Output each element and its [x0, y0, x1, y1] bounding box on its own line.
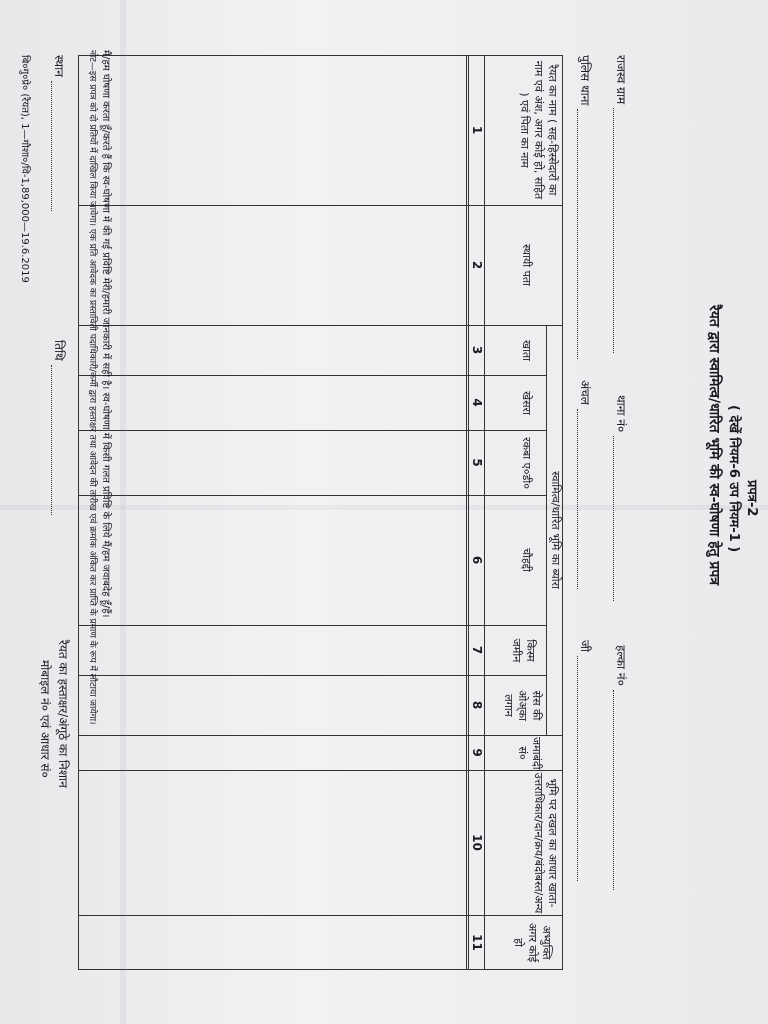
jila-field [577, 640, 594, 881]
date-blank[interactable] [51, 365, 52, 515]
land-table [78, 55, 563, 970]
header-khesra: खेसरा [520, 391, 533, 415]
date-field [51, 340, 68, 515]
anchal-field [577, 380, 594, 589]
col-number: 3 [470, 345, 484, 355]
thana-no-label: थाना नं० [614, 395, 628, 433]
header-khata: खाता [520, 340, 533, 361]
mobile-label: मोबाइल नं० एवं आधार सं० [38, 660, 52, 778]
place-field [51, 55, 68, 211]
header-permanent-address: स्थायी पता [520, 243, 533, 287]
col-number: 9 [470, 748, 484, 757]
police-station-label: पुलिस थाना [578, 55, 592, 106]
header-land-details: स्वामित्व/धारित भूमि का ब्योरा [549, 471, 562, 589]
col-number: 1 [470, 125, 484, 135]
col-number: 8 [470, 700, 484, 710]
police-station-field [577, 55, 594, 359]
header-jamabandi: जमाबंदी सं० [516, 737, 543, 770]
halka-no-label: हल्का नं० [614, 645, 628, 686]
header-raiyat-name: रैयत का नाम ( सह-हिस्सेदारों का नाम एवं अंश, अगर कोई हो, सहित ) एवं पिता का नाम [518, 60, 559, 200]
col-number: 7 [470, 645, 484, 655]
revenue-village-blank[interactable] [613, 108, 614, 353]
thana-no-field [613, 395, 630, 601]
form-heading: रैयत द्वारा स्वामित्व/धारित भूमि की स्व-घोषणा हेतु प्रपत्र [706, 305, 722, 586]
col-number: 4 [470, 398, 484, 407]
revenue-village-label: राजस्व ग्राम [614, 55, 628, 105]
halka-no-blank[interactable] [613, 690, 614, 890]
place-label: स्थान [52, 55, 66, 77]
revenue-village-field [613, 55, 630, 353]
header-dakhal-basis: भूमि पर दखल का आधार खाता-उत्तराधिकार/दान/क्रय/बंदोबस्त/अन्य [532, 772, 559, 914]
jila-label: जी [578, 640, 592, 653]
declaration-text: मैं/हम घोषणा करता हूँ/करते हैं कि स्व-घोषणा में की गई प्रविष्टि मेरी/हमारी जानकारी में सही है। स्व-घोषणा में किसी गलत प्रविष्टि के लिये मैं/हम जवाबदेह हूँ/हैं। [100, 50, 111, 618]
signature-label: रैयत का हस्ताक्षर/अंगूठे का निशान [56, 640, 70, 788]
anchal-blank[interactable] [577, 409, 578, 589]
form-title: प्रपत्र-2 [744, 480, 759, 517]
header-remarks: अभ्युक्ति अगर कोई हो [512, 922, 553, 963]
thana-no-blank[interactable] [613, 436, 614, 601]
col-number: 5 [470, 458, 484, 467]
anchal-label: अंचल [578, 380, 592, 405]
col-number: 2 [470, 260, 484, 270]
form-subtitle: ( देखें नियम-6 उप नियम-1 ) [726, 405, 741, 553]
col-number: 6 [470, 555, 484, 565]
note-text: नोट—इस प्रपत्र को दो प्रतियों में दाखिल किया जायेगा। एक प्रति आवेदक का प्रस्ताविती पदाधिकारी/कर्मी द्वारा हस्ताक्षर तथा आवेदन की तारीख एवं क्रमांक अंकित कर प्राप्ति के प्रमाण के रूप में लौटाया जायेगा। [87, 50, 97, 725]
col-number: 11 [470, 934, 484, 951]
col-number: 10 [470, 834, 484, 851]
date-label: तिथि [52, 340, 66, 361]
header-kism-jamin: किस्म जमीन [510, 638, 537, 663]
header-chauhaddi: चौहद्दी [520, 548, 533, 572]
header-rakba: रकबा ए०डी० [520, 437, 533, 489]
jila-blank[interactable] [577, 656, 578, 881]
halka-no-field [613, 645, 630, 890]
printer-line: बि०गु०प्रे० (रैयत), 1—गौशा०/वि-1,89,000—19.6.2019 [19, 55, 30, 283]
place-blank[interactable] [51, 81, 52, 211]
header-ses-lagan: सेस की ओअ्का लगान [502, 690, 543, 721]
police-station-blank[interactable] [577, 109, 578, 359]
